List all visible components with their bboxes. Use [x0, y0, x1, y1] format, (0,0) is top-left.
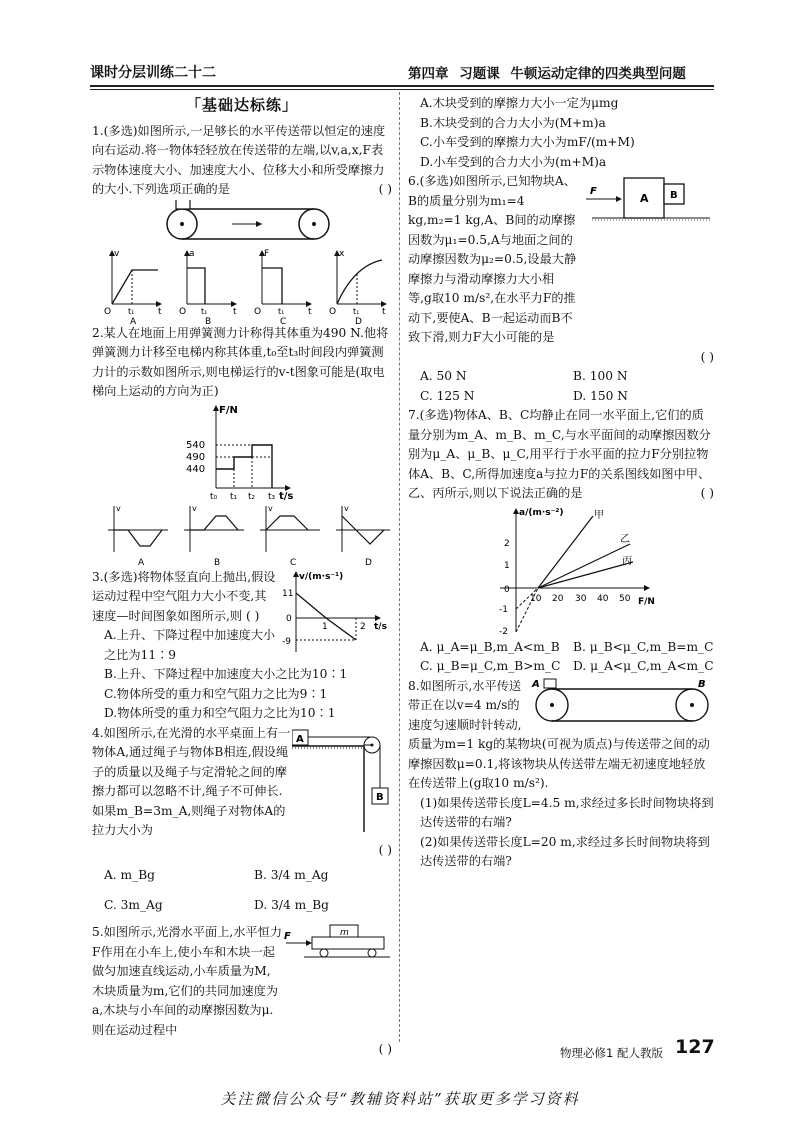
- q3-vt-graph: [280, 568, 392, 664]
- q4-option-c: C. 3m_Ag: [104, 897, 163, 912]
- q3-text: 3.(多选)将物体竖直向上抛出,假设运动过程中空气阻力大小不变,其速度—时间图象如图所示,则: [92, 569, 276, 623]
- q1-text: 1.(多选)如图所示,一足够长的水平传送带以恒定的速度向右运动.将一物体轻轻放在传送带的左端,以v,a,x,F表示物体速度大小、加速度大小、位移大小和所受摩擦力的大小.下列选项正确的是: [92, 123, 386, 196]
- q6-blank: ( ): [700, 349, 714, 364]
- q8-label-a: A: [532, 678, 540, 690]
- q2-option-label-b: B: [214, 557, 221, 568]
- q5-label-m: m: [340, 928, 349, 938]
- q7-xtick-30: 30: [575, 593, 587, 604]
- q2-d-axis: v: [344, 503, 349, 513]
- header-rule: [90, 85, 714, 87]
- question-5: [92, 923, 392, 1060]
- q1-b-tick: t₁: [201, 306, 208, 316]
- question-8: [408, 677, 714, 872]
- q7-ytick-1: 1: [504, 560, 510, 571]
- q2-c-axis: v: [268, 503, 273, 513]
- q1-graph-c: [254, 249, 312, 324]
- q6-option-c: C. 125 N: [420, 388, 475, 403]
- question-6: [408, 172, 714, 406]
- q2-xtick-t3: t₃: [268, 491, 276, 502]
- q1-graph-label-d: D: [355, 316, 362, 324]
- q4-label-b: B: [376, 791, 384, 803]
- q2-option-b: [184, 504, 244, 568]
- q2-ytick-540: 540: [186, 439, 206, 451]
- q5-option-c: C.小车受到的摩擦力大小为mF/(m+M): [420, 135, 635, 149]
- q7-ytick-0: 0: [504, 584, 510, 595]
- q2-text: 2.某人在地面上用弹簧测力计称得其体重为490 N.他将弹簧测力计移至电梯内称其体重,t₀至t₃时间段内弹簧测力计的示数如图所示,则电梯运行的v-t图象可能是(取电梯向上运动的方向为正): [92, 325, 389, 398]
- q1-graph-d: [329, 249, 387, 324]
- q2-force-graph: [92, 402, 392, 502]
- q2-ytick-440: 440: [186, 463, 206, 475]
- q4-option-d: D. 3/4 m_Bg: [254, 897, 329, 912]
- q3-ytick-neg9: -9: [282, 636, 291, 647]
- question-1: [92, 122, 392, 324]
- q7-xlabel: F/N: [638, 596, 655, 607]
- q7-af-graph: [408, 504, 714, 638]
- right-column: [408, 94, 714, 872]
- q2-option-d: [336, 504, 390, 568]
- q6-text: 6.(多选)如图所示,已知物块A、B的质量分别为m₁=4 kg,m₂=1 kg,A、B间的动摩擦因数为μ₁=0.5,A与地面之间的动摩擦因数为μ₂=0.5,设最大静摩擦力与滑动摩擦力大小相等,g取10 m/s²,在水平力F的推动下,要使A、B一起运动而B不致下滑,则力F大小可能的是: [408, 174, 577, 344]
- page-number: 127: [675, 1036, 715, 1058]
- q2-option-label-d: D: [365, 557, 372, 568]
- q1-a-ylabel: v: [114, 248, 120, 259]
- q5-blank: ( ): [378, 1042, 392, 1056]
- q3-option-a: A.上升、下降过程中加速度大小之比为11∶9: [104, 628, 276, 662]
- q1-d-xlabel: t: [382, 306, 386, 317]
- q7-xtick-40: 40: [597, 593, 609, 604]
- q5-text: 5.如图所示,光滑水平面上,水平恒力F作用在小车上,使小车和木块一起做匀加速直线运动,小车质量为M,木块质量为m,它们的共同加速度为a,木块与小车间的动摩擦因数为μ.则在运动过程中: [92, 925, 283, 1037]
- q7-option-b: B. μ_B<μ_C,m_B=m_C: [573, 639, 714, 654]
- q6-option-d: D. 150 N: [573, 388, 628, 403]
- question-4: [92, 724, 392, 916]
- q7-line-bing: 丙: [622, 555, 632, 567]
- q1-belt-figure: [92, 200, 392, 246]
- q1-a-xlabel: t: [158, 306, 162, 317]
- bottom-note: 关注微信公众号“教辅资料站”获取更多学习资料: [220, 1090, 580, 1108]
- q7-option-d: D. μ_A<μ_C,m_A<m_C: [573, 659, 714, 673]
- q3-option-d: D.物体所受的重力和空气阻力之比为10∶1: [104, 706, 336, 720]
- q1-b-xlabel: t: [233, 306, 237, 317]
- question-7: [408, 406, 714, 677]
- q3-ytick-11: 11: [282, 588, 294, 599]
- q8-label-b: B: [698, 678, 706, 690]
- q1-graph-label-a: A: [130, 316, 137, 324]
- q6-blocks-figure: [582, 172, 714, 226]
- q3-ylabel: v/(m·s⁻¹): [299, 571, 344, 582]
- q8-sub-1: (1)如果传送带长度L=4.5 m,求经过多长时间物块将到达传送带的右端?: [420, 795, 714, 829]
- q2-b-axis: v: [192, 503, 197, 513]
- q1-d-tick: t₁: [353, 306, 360, 316]
- q8-sub-2: (2)如果传送带长度L=20 m,求经过多长时间物块将到达传送带的右端?: [420, 834, 710, 868]
- q4-option-b: B. 3/4 m_Ag: [254, 868, 329, 882]
- q1-b-origin: O: [179, 306, 187, 317]
- q3-blank: ( ): [246, 608, 260, 623]
- q2-ytick-490: 490: [186, 451, 206, 463]
- q5-option-a: A.木块受到的摩擦力大小一定为μmg: [420, 96, 619, 110]
- q6-label-a: A: [640, 192, 649, 205]
- q3-option-c: C.物体所受的重力和空气阻力之比为9∶1: [104, 686, 328, 701]
- q2-xlabel: t/s: [279, 490, 294, 502]
- q2-xtick-t2: t₂: [248, 491, 256, 502]
- q3-xtick-2: 2: [360, 621, 366, 632]
- q1-graph-b: [179, 249, 237, 324]
- q1-d-ylabel: x: [339, 248, 345, 259]
- q5-option-d: D.小车受到的合力大小为(m+M)a: [420, 154, 607, 169]
- q2-option-c: [260, 504, 320, 568]
- column-divider: [399, 92, 400, 1042]
- q7-blank: ( ): [700, 486, 714, 500]
- q7-xtick-50: 50: [619, 593, 631, 604]
- q2-xtick-t1: t₁: [230, 491, 238, 502]
- q6-option-b: B. 100 N: [573, 369, 628, 383]
- q8-text: 8.如图所示,水平传送带正在以v=4 m/s的速度匀速顺时针转动,质量为m=1 kg的某物块(可视为质点)与传送带之间的动摩擦因数μ=0.1,将该物块从传送带左端无初速度地轻放在传送带上(g取10 m/s²).: [408, 678, 710, 790]
- q3-xtick-1: 1: [322, 621, 328, 632]
- section-title: 「基础达标练」: [185, 96, 298, 114]
- footer-book: 物理必修1 配人教版: [560, 1046, 663, 1060]
- q2-vt-options: [92, 502, 392, 568]
- q3-xlabel: t/s: [374, 621, 387, 632]
- q4-label-a: A: [296, 733, 304, 745]
- q5-option-b: B.木块受到的合力大小为(M+m)a: [420, 115, 606, 130]
- q1-c-tick: t₁: [278, 306, 285, 316]
- q7-ytick-neg1: -1: [499, 604, 508, 615]
- q7-option-c: C. μ_B=μ_C,m_B>m_C: [420, 659, 561, 673]
- q1-b-ylabel: a: [189, 248, 195, 259]
- q5-label-f: F: [284, 931, 291, 942]
- q2-option-label-c: C: [290, 557, 297, 568]
- q7-ylabel: a/(m·s⁻²): [519, 507, 564, 518]
- question-2: [92, 324, 392, 568]
- q1-c-ylabel: F: [264, 248, 270, 259]
- q7-line-yi: 乙: [620, 533, 630, 545]
- q1-graph-a: [104, 249, 162, 324]
- question-3: [92, 568, 392, 724]
- q1-c-origin: O: [254, 306, 262, 317]
- q2-option-label-a: A: [138, 557, 145, 568]
- q2-ylabel: F/N: [219, 404, 238, 416]
- header-right: 第四章 习题课 牛顿运动定律的四类典型问题: [408, 66, 686, 82]
- q4-text: 4.如图所示,在光滑的水平桌面上有一物体A,通过绳子与物体B相连,假设绳子的质量以及绳子与定滑轮之间的摩擦力都可以忽略不计,绳子不可伸长.如果m_B=3m_A,则绳子对物体A的拉力大小为: [92, 725, 291, 837]
- q7-line-jia: 甲: [594, 509, 604, 521]
- q1-a-origin: O: [104, 306, 112, 317]
- q3-option-b: B.上升、下降过程中加速度大小之比为10∶1: [104, 667, 348, 681]
- q7-ytick-2: 2: [504, 538, 510, 549]
- q1-d-origin: O: [329, 306, 337, 317]
- q7-option-a: A. μ_A=μ_B,m_A<m_B: [420, 639, 560, 654]
- q7-ytick-neg2: -2: [499, 626, 508, 637]
- q8-belt-figure: [530, 677, 714, 731]
- q6-label-b: B: [670, 190, 678, 201]
- q6-text-wrap: [408, 172, 578, 348]
- q6-label-f: F: [590, 186, 597, 197]
- q5-cart-figure: [284, 923, 392, 959]
- q4-blank: ( ): [378, 842, 392, 857]
- q7-xtick-20: 20: [552, 593, 564, 604]
- left-column: [92, 94, 392, 1060]
- header-left: 课时分层训练二十二: [90, 65, 216, 81]
- q1-c-xlabel: t: [308, 306, 312, 317]
- q4-pulley-figure: [292, 724, 392, 834]
- q7-text: 7.(多选)物体A、B、C均静止在同一水平面上,它们的质量分别为m_A、m_B、m_C,与水平面间的动摩擦因数分别为μ_A、μ_B、μ_C,用平行于水平面的拉力F分别拉物体A、B、C,所得加速度a与拉力F的关系图线如图中甲、乙、丙所示,则以下说法正确的是: [408, 408, 711, 500]
- q6-option-a: A. 50 N: [420, 369, 467, 383]
- q3-ytick-0: 0: [286, 613, 292, 624]
- q1-graphs: [92, 246, 392, 324]
- q2-option-a: [108, 504, 168, 568]
- q1-graph-label-b: B: [205, 316, 212, 324]
- q2-a-axis: v: [116, 503, 121, 513]
- q1-blank: ( ): [378, 182, 392, 196]
- q2-xtick-t0: t₀: [210, 491, 218, 502]
- q1-a-tick: t₁: [128, 306, 135, 316]
- header-rule-thin: [90, 89, 714, 90]
- q1-graph-label-c: C: [280, 316, 287, 324]
- q4-option-a: A. m_Bg: [104, 868, 155, 882]
- q7-xtick-10: 10: [530, 593, 542, 604]
